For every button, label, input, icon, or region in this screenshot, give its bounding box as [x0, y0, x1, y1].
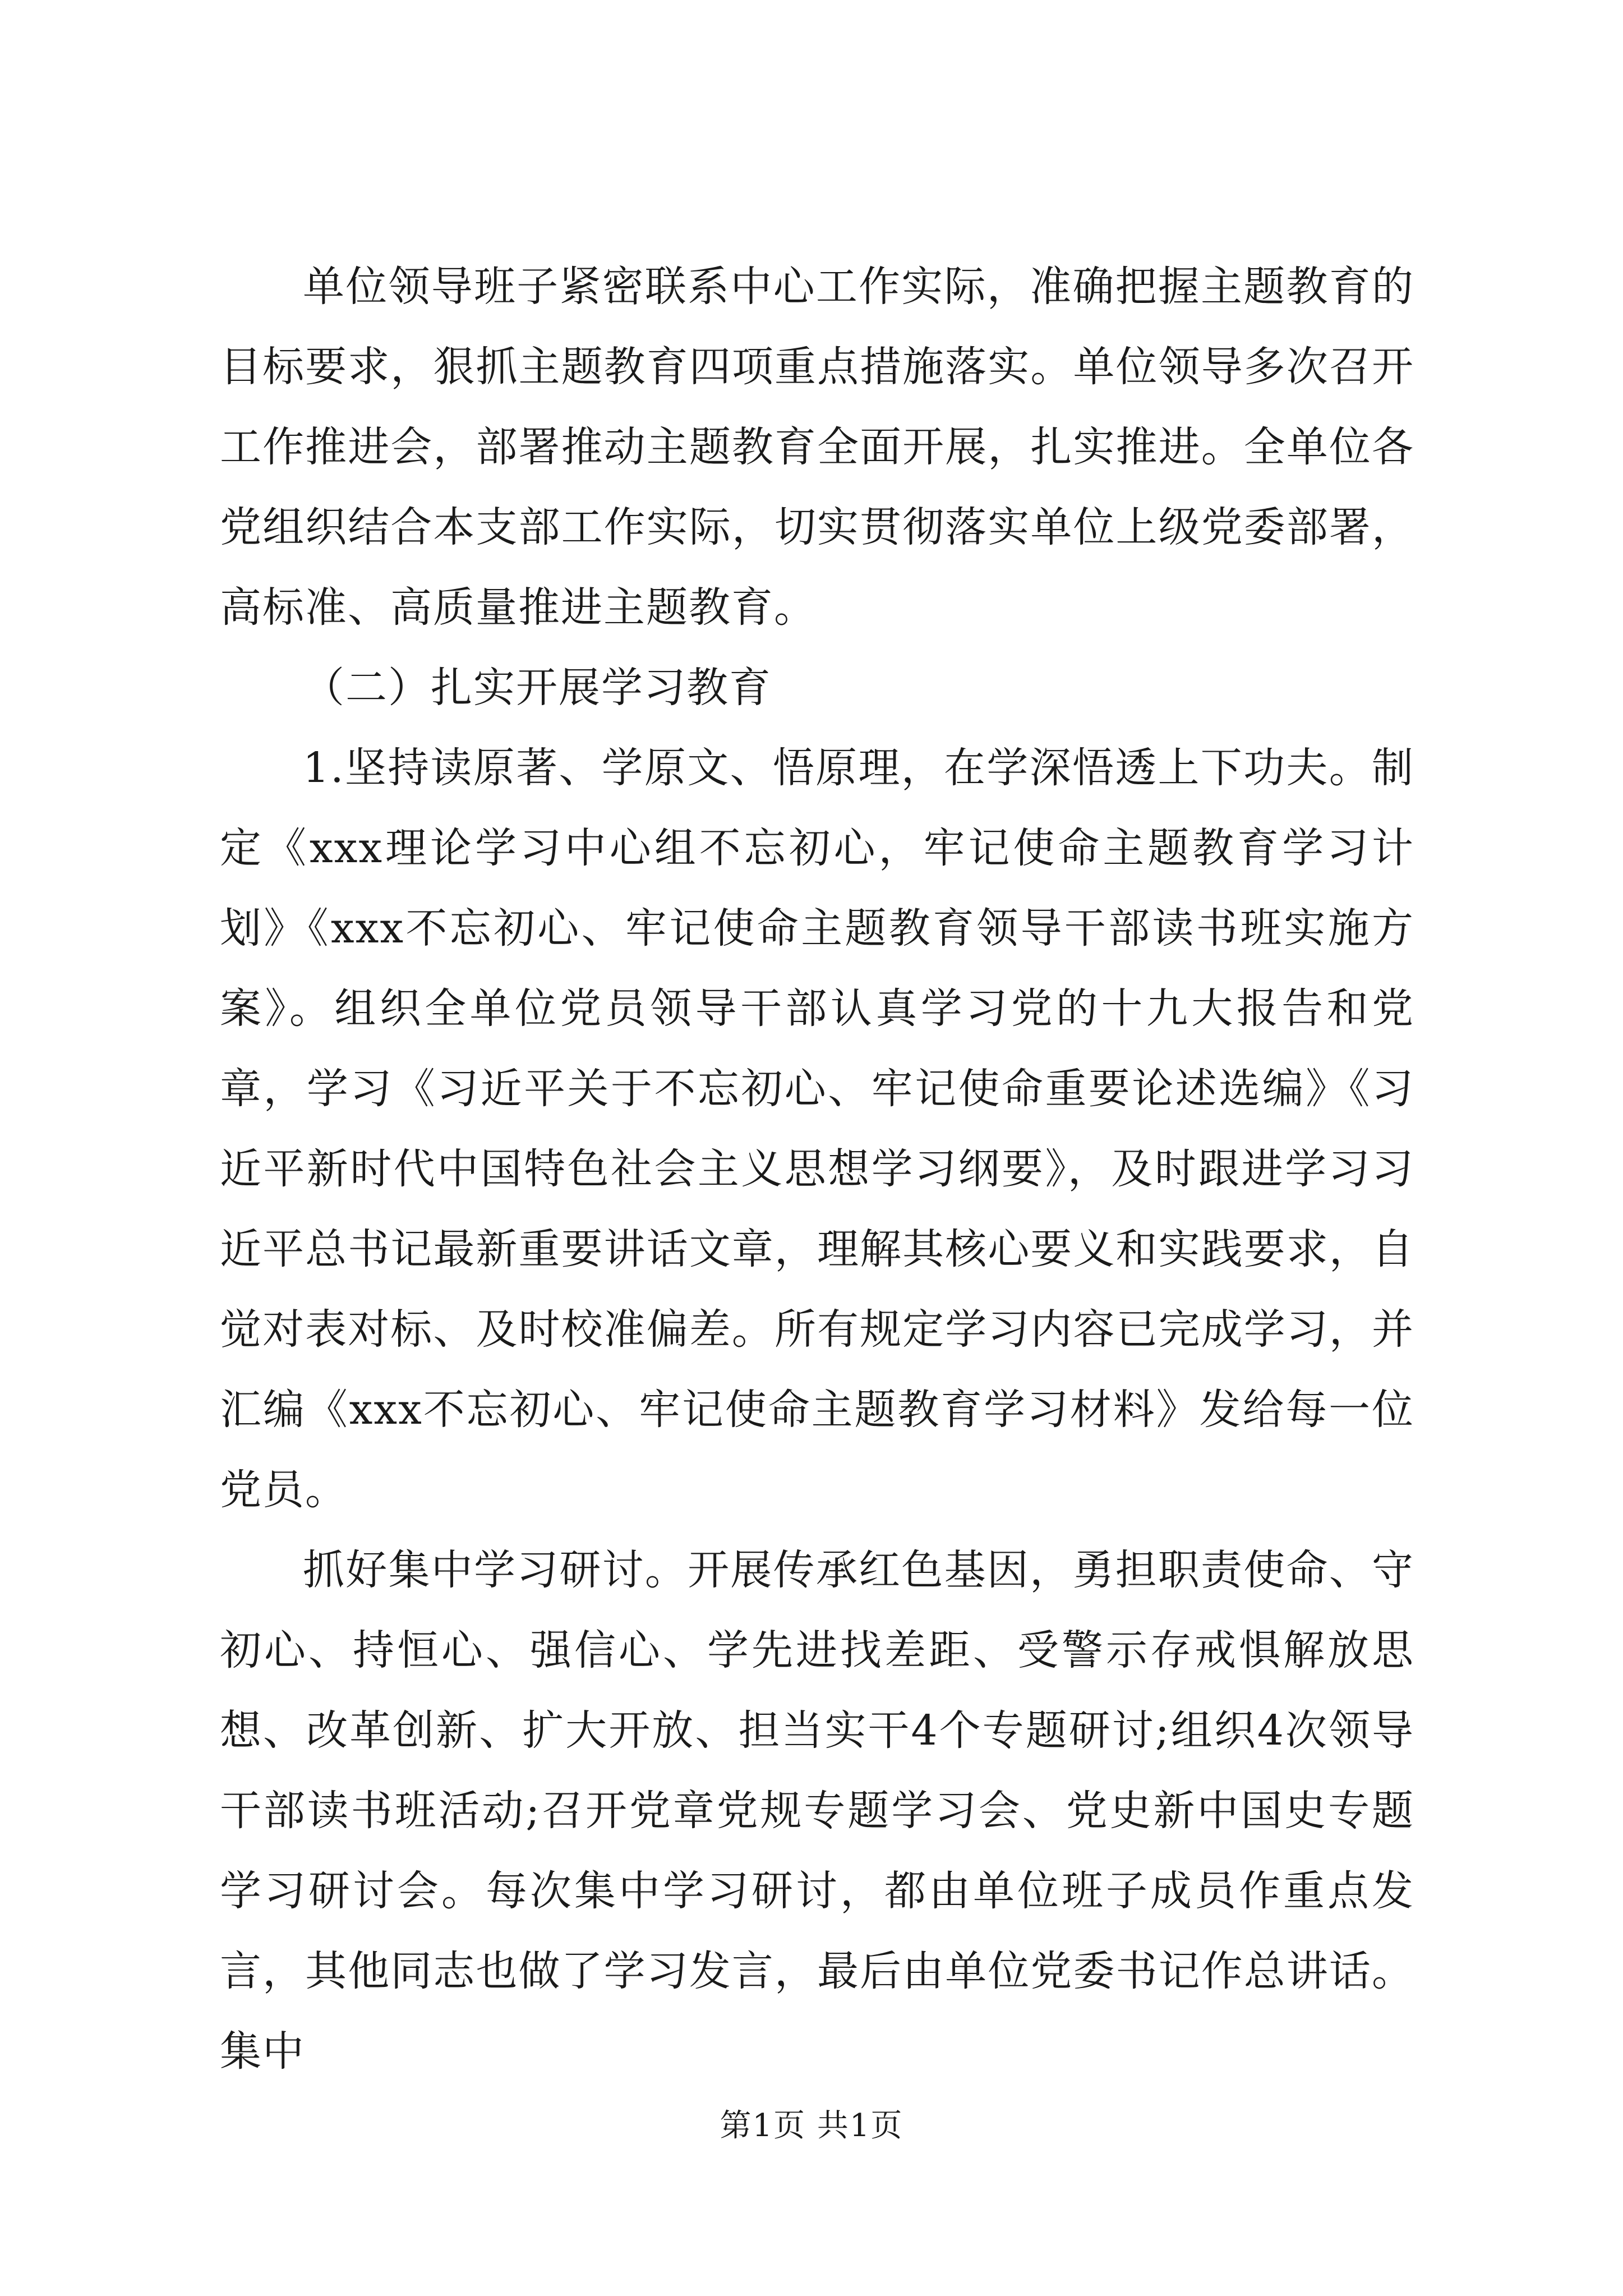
- paragraph-3: 抓好集中学习研讨。开展传承红色基因，勇担职责使命、守初心、持恒心、强信心、学先进找差距、受警示存戒惧解放思想、改革创新、扩大开放、担当实干4个专题研讨;组织4次领导干部读书班活动;召开党章党规专题学习会、党史新中国史专题学习研讨会。每次集中学习研讨，都由单位班子成员作重点发言，其他同志也做了学习发言，最后由单位党委书记作总讲话。集中: [220, 1546, 1414, 2076]
- section-heading: （二）扎实开展学习教育: [303, 664, 772, 712]
- document-body: [220, 247, 1414, 2092]
- paragraph-1: 单位领导班子紧密联系中心工作实际，准确把握主题教育的目标要求，狠抓主题教育四项重点措施落实。单位领导多次召开工作推进会，部署推动主题教育全面开展，扎实推进。全单位各党组织结合本支部工作实际，切实贯彻落实单位上级党委部署，高标准、高质量推进主题教育。: [220, 263, 1414, 632]
- page-footer: 第1页 共1页: [720, 2108, 903, 2144]
- paragraph-2: 1.坚持读原著、学原文、悟原理，在学深悟透上下功夫。制定《xxx理论学习中心组不忘初心，牢记使命主题教育学习计划》《xxx不忘初心、牢记使命主题教育领导干部读书班实施方案》。组织全单位党员领导干部认真学习党的十九大报告和党章，学习《习近平关于不忘初心、牢记使命重要论述选编》《习近平新时代中国特色社会主义思想学习纲要》，及时跟进学习习近平总书记最新重要讲话文章，理解其核心要义和实践要求，自觉对表对标、及时校准偏差。所有规定学习内容已完成学习，并汇编《xxx不忘初心、牢记使命主题教育学习材料》发给每一位党员。: [220, 744, 1414, 1514]
